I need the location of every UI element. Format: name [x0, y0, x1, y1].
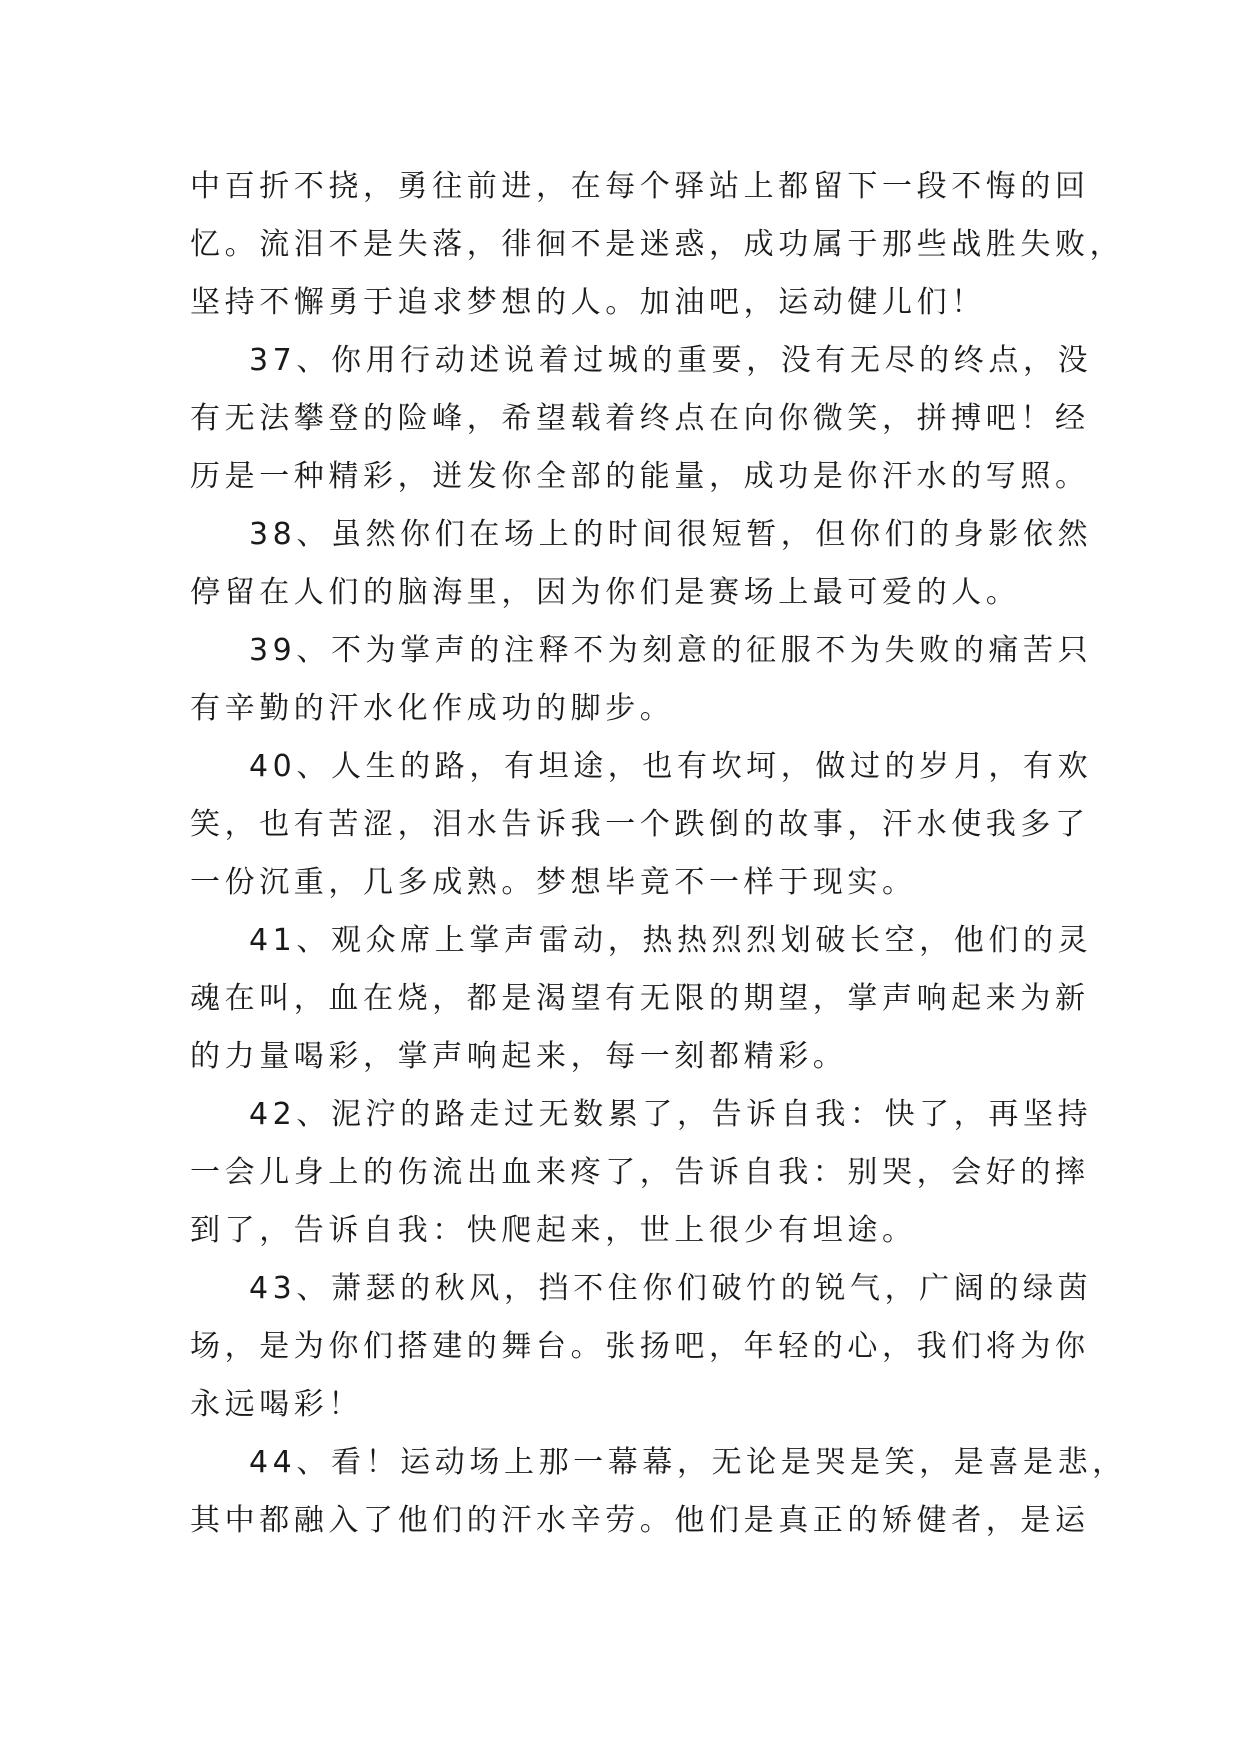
text-line: 有无法攀登的险峰，希望载着终点在向你微笑，拼搏吧！经	[190, 401, 1090, 436]
text-line: 到了，告诉自我：快爬起来，世上很少有坦途。	[190, 1213, 917, 1248]
text-line: 忆。流泪不是失落，徘徊不是迷惑，成功属于那些战胜失败，	[190, 227, 1125, 262]
text-line: 40、人生的路，有坦途，也有坎坷，做过的岁月，有欢	[249, 749, 1093, 784]
text-line: 坚持不懈勇于追求梦想的人。加油吧，运动健儿们！	[190, 285, 986, 320]
text-line: 一份沉重，几多成熟。梦想毕竟不一样于现实。	[190, 865, 917, 900]
text-line: 有辛勤的汗水化作成功的脚步。	[190, 691, 675, 726]
text-line: 其中都融入了他们的汗水辛劳。他们是真正的矫健者，是运	[190, 1503, 1090, 1538]
text-line: 笑，也有苦涩，泪水告诉我一个跌倒的故事，汗水使我多了	[190, 807, 1090, 842]
text-line: 43、萧瑟的秋风，挡不住你们破竹的锐气，广阔的绿茵	[249, 1271, 1093, 1306]
text-line: 历是一种精彩，迸发你全部的能量，成功是你汗水的写照。	[190, 459, 1090, 494]
text-line: 42、泥泞的路走过无数累了，告诉自我：快了，再坚持	[249, 1097, 1093, 1132]
text-line: 38、虽然你们在场上的时间很短暂，但你们的身影依然	[249, 517, 1093, 552]
text-line: 场，是为你们搭建的舞台。张扬吧，年轻的心，我们将为你	[190, 1329, 1090, 1364]
text-line: 39、不为掌声的注释不为刻意的征服不为失败的痛苦只	[249, 633, 1093, 668]
text-line: 的力量喝彩，掌声响起来，每一刻都精彩。	[190, 1039, 848, 1074]
text-line: 魂在叫，血在烧，都是渴望有无限的期望，掌声响起来为新	[190, 981, 1090, 1016]
text-line: 44、看！运动场上那一幕幕，无论是哭是笑，是喜是悲，	[249, 1445, 1127, 1480]
text-line: 停留在人们的脑海里，因为你们是赛场上最可爱的人。	[190, 575, 1021, 610]
text-line: 永远喝彩！	[190, 1387, 363, 1422]
text-line: 41、观众席上掌声雷动，热热烈烈划破长空，他们的灵	[249, 923, 1093, 958]
text-line: 一会儿身上的伤流出血来疼了，告诉自我：别哭，会好的摔	[190, 1155, 1090, 1190]
text-line: 37、你用行动述说着过城的重要，没有无尽的终点，没	[249, 343, 1093, 378]
text-line: 中百折不挠，勇往前进，在每个驿站上都留下一段不悔的回	[190, 169, 1090, 204]
document-body	[190, 158, 1127, 1550]
